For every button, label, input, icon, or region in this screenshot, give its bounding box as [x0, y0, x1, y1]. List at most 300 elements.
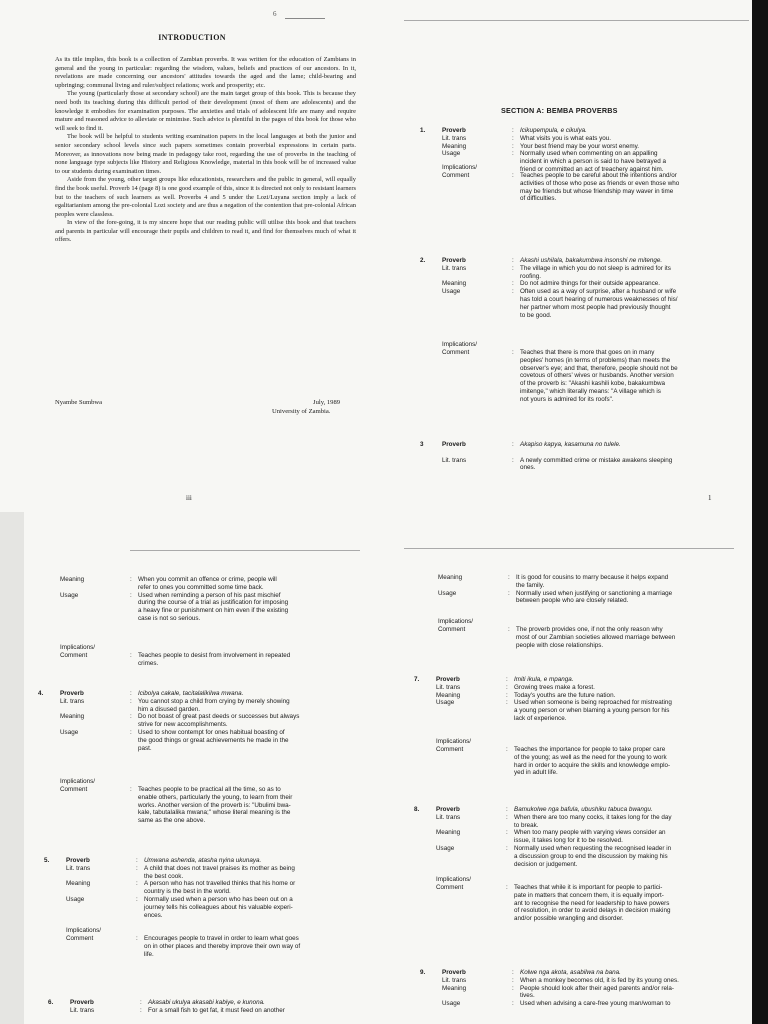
colon: [508, 582, 510, 590]
meaning-text: issue, it takes long for it to be resolved.: [514, 837, 623, 845]
colon: [130, 778, 132, 786]
usage-line: has told a court hearing of numerous weaknesses of his/: [520, 295, 678, 303]
colon: :: [130, 713, 132, 721]
colon: :: [130, 576, 132, 583]
proverb-labels: [442, 969, 510, 1008]
label-lit-trans: Lit. trans: [442, 264, 467, 272]
colon: :: [508, 589, 510, 597]
colon: :: [512, 348, 514, 356]
comment-line: of difficulties.: [520, 195, 557, 203]
label-lit-trans: Lit. trans: [70, 1006, 95, 1014]
colon: :: [130, 651, 132, 659]
bemba-proverbs-page-2: [0, 512, 384, 1024]
colon: :: [512, 150, 514, 158]
proverb-text: [520, 127, 666, 174]
label-meaning: Meaning: [442, 280, 467, 288]
label-lit-trans: Lit. trans: [442, 456, 467, 464]
comment-line: peoples' homes (in terms of problems) than meets the: [520, 356, 671, 364]
colon: :: [506, 844, 508, 852]
colon-column: [136, 857, 138, 904]
colon: :: [506, 745, 508, 753]
label-meaning: Meaning: [60, 576, 85, 583]
comment-line: same as the one above.: [138, 817, 206, 825]
meaning-text: Your best friend may be your worst enemy.: [520, 142, 639, 150]
colon-column: [506, 738, 508, 754]
colon: :: [140, 1006, 142, 1014]
comment-line: Teaches people to desist from involvement in repeated: [138, 652, 291, 659]
proverb-text: [520, 441, 672, 472]
colon-column: [506, 876, 508, 892]
comment-line: of the young; as well as the need for the young to work: [514, 753, 667, 761]
colon-column: [512, 969, 514, 1008]
comment-line: not yours is admired for its roofs".: [520, 395, 614, 403]
usage-line: between people who are closely related.: [516, 597, 629, 605]
proverb-text: [148, 999, 285, 1015]
colon: :: [512, 264, 514, 272]
intro-paragraph-5: In view of the fore-going, it is my sincere hope that our reading public will utilise this book and that teachers and parents in particular will encourage their pupils and children to read it, and find for themselves much of what it offers.: [55, 219, 356, 244]
comment-line: imitenge," which literally means: "A village which is: [520, 387, 661, 395]
colon: :: [506, 813, 508, 821]
label-implications: Implications/: [66, 927, 101, 934]
comment-line: Teaches people to be careful about the intentions and/or: [520, 172, 677, 179]
colon: :: [136, 864, 138, 872]
proverb-number: 8.: [414, 806, 420, 813]
proverb-7: [414, 676, 734, 806]
label-comment: Comment: [60, 785, 88, 793]
author-institution: University of Zambia.: [272, 408, 331, 415]
colon: [512, 992, 514, 1000]
page-number: iii: [186, 494, 192, 502]
colon: :: [512, 280, 514, 288]
intro-title: INTRODUCTION: [158, 33, 226, 42]
comment-text: [144, 935, 300, 958]
usage-line: past.: [138, 744, 152, 752]
label-usage: Usage: [436, 844, 455, 852]
comment-line: observer's eye; and that, therefore, people should not be: [520, 364, 678, 372]
label-comment: Comment: [442, 171, 470, 179]
proverb-number: 9.: [420, 969, 426, 976]
meaning-text: Do not admire things for their outside appearance.: [520, 280, 661, 288]
proverb-labels: [442, 441, 510, 464]
proverb-text: [144, 857, 295, 919]
literal-translation: roofing.: [520, 272, 542, 280]
colon-column: [140, 999, 142, 1015]
comment-line: may be friends but whose friendship may waver in time: [520, 187, 674, 195]
literal-translation: When there are too many cocks, it takes long for the day: [514, 813, 672, 821]
label-implications: Implications/: [60, 644, 95, 651]
label-comment: Comment: [438, 625, 466, 633]
section-title: SECTION A: BEMBA PROVERBS: [501, 106, 618, 115]
proverb-text: [138, 576, 288, 623]
literal-translation: For a small fish to get fat, it must feed on another: [148, 1006, 285, 1014]
colon: [130, 584, 132, 592]
literal-translation: The village in which you do not sleep is admired for its: [520, 264, 671, 272]
label-comment: Comment: [436, 745, 464, 753]
colon: :: [130, 785, 132, 793]
literal-translation: A child that does not travel praises its mother as being: [144, 864, 295, 872]
label-comment: Comment: [436, 883, 464, 891]
meaning-text: A person who has not travelled thinks that his home or: [144, 880, 296, 888]
proverb-2: [420, 257, 740, 437]
label-usage: Usage: [60, 728, 79, 736]
usage-line: Used when someone is being reproached for mistreating: [514, 699, 672, 707]
proverb-text: [520, 969, 679, 1008]
comment-labels: [66, 927, 134, 943]
colon: :: [130, 591, 132, 599]
meaning-text: Do not boast of great past deeds or successes but always: [138, 713, 300, 721]
usage-line: Normally used when requesting the recognised leader in: [514, 844, 672, 852]
intro-body: [55, 56, 356, 245]
top-rule: [130, 550, 360, 551]
usage-line: her partner whom most people had previously thought: [520, 303, 671, 311]
comment-text: [520, 172, 679, 203]
top-rule: [404, 548, 734, 549]
colon: [130, 706, 132, 714]
comment-line: and/or possible wrangling and disorder.: [514, 915, 624, 923]
comment-line: Encourages people to travel in order to learn what goes: [144, 935, 299, 942]
scan-edge: [752, 512, 768, 1024]
comment-line: Teaches that while it is important for people to partici-: [514, 884, 663, 891]
comment-labels: [438, 618, 506, 634]
usage-line: Normally used when a person who has been out on a: [144, 895, 293, 903]
label-implications: Implications/: [442, 164, 477, 171]
label-comment: Comment: [442, 348, 470, 356]
literal-translation: When a monkey becomes old, it is fed by its young ones.: [520, 976, 679, 984]
proverb-number: 5.: [44, 857, 50, 864]
colon-column: [130, 778, 132, 794]
colon: :: [506, 806, 508, 813]
top-rule: [285, 18, 325, 19]
proverb-number: 1.: [420, 127, 426, 134]
label-proverb: Proverb: [436, 806, 460, 813]
label-implications: Implications/: [438, 618, 473, 625]
usage-line: Used when advising a care-free young man/woman to: [520, 1000, 671, 1008]
proverb-labels: [70, 999, 138, 1015]
proverb-3-continued: [38, 576, 358, 676]
literal-translation: him a disused garden.: [138, 705, 200, 713]
colon: :: [130, 690, 132, 697]
colon: [136, 927, 138, 935]
usage-line: a discussion group to end the discussion by making his: [514, 852, 668, 860]
colon: :: [512, 288, 514, 296]
colon: :: [512, 127, 514, 134]
comment-text: [138, 652, 290, 668]
comment-line: covetous of others' wives or husbands. Another version: [520, 372, 674, 380]
page-marker: 6: [273, 10, 277, 18]
meaning-text: People should look after their aged parents and/or rela-: [520, 984, 675, 992]
comment-labels: [442, 164, 510, 180]
intro-date: July, 1989: [313, 399, 341, 406]
colon-column: [130, 644, 132, 660]
usage-line: Normally used when commenting on an appalling: [520, 150, 658, 158]
usage-line: Normally used when justifying or sanctioning a marriage: [516, 589, 673, 597]
proverb-labels: [442, 127, 510, 158]
comment-line: on in other places and thereby improve their own way of: [144, 942, 301, 950]
colon: :: [130, 728, 132, 736]
usage-line: ences.: [144, 911, 163, 919]
colon: :: [512, 969, 514, 976]
meaning-text: country is the best in the world.: [144, 888, 231, 896]
colon-column: [512, 257, 514, 296]
gutter-shadow: [0, 512, 24, 1024]
colon-column: [512, 164, 514, 180]
comment-labels: [442, 341, 510, 357]
usage-line: to be good.: [520, 311, 552, 319]
colon: :: [136, 934, 138, 942]
proverb-text: [138, 690, 299, 752]
intro-paragraph-3: The book will be helpful to students writing examination papers in the local languages at both the junior and senior secondary school levels since such papers sometimes contain proverbial expressions in certain parts. Moreover, as innovations now being made in pedagogy take root, regarding the use of proverbs in the teaching of none language type subjects like History and Religious Knowledge, material in this book will be of increased value to our students during examination times.: [55, 133, 356, 175]
meaning-text: the family.: [516, 581, 545, 589]
comment-line: of the proverb is: "Akashi kashili kobe, bakakumbwa: [520, 380, 666, 388]
usage-line: case is not so serious.: [138, 614, 201, 622]
comment-text: [520, 349, 678, 404]
proverb-number: 7.: [414, 676, 420, 683]
comment-line: people with close relationships.: [516, 641, 604, 649]
colon: :: [136, 880, 138, 888]
comment-labels: [436, 876, 504, 892]
label-comment: Comment: [60, 651, 88, 659]
bemba-proverbs-page-1: [384, 0, 768, 512]
colon: :: [512, 984, 514, 992]
label-lit-trans: Lit. trans: [60, 697, 85, 705]
label-meaning: Meaning: [436, 691, 461, 699]
usage-line: friend or committed an act of treachery against him.: [520, 165, 664, 173]
comment-labels: [60, 644, 128, 660]
usage-line: decision or judgement.: [514, 860, 578, 868]
label-usage: Usage: [442, 150, 461, 158]
comment-line: enable others, particularly the young, to learn from their: [138, 793, 293, 801]
label-meaning: Meaning: [66, 880, 91, 888]
comment-text: [514, 746, 670, 777]
literal-translation: What visits you is what eats you.: [520, 134, 611, 142]
comment-text: [514, 884, 670, 923]
comment-line: hard in order to acquire the skills and knowledge emplo-: [514, 761, 671, 769]
colon: [512, 341, 514, 349]
comment-line: crimes.: [138, 659, 159, 667]
proverb-9: [420, 969, 736, 1021]
label-meaning: Meaning: [60, 713, 85, 721]
label-usage: Usage: [436, 699, 455, 707]
label-meaning: Meaning: [436, 829, 461, 837]
comment-line: of resolution, in order to avoid delays in decision making: [514, 907, 671, 915]
colon: [506, 738, 508, 746]
literal-translation: the best cook.: [144, 872, 184, 880]
meaning-text: When too many people with varying views consider an: [514, 829, 666, 837]
usage-line: journey tells his colleagues about his valuable experi-: [144, 903, 293, 911]
comment-line: yed in adult life.: [514, 769, 558, 777]
comment-line: Teaches that there is more that goes on in many: [520, 349, 655, 356]
colon: :: [512, 142, 514, 150]
comment-line: ant to recognise the need for leadership to have powers: [514, 899, 670, 907]
colon: [506, 822, 508, 830]
proverb-text: [514, 676, 672, 723]
proverb-labels: [60, 690, 128, 737]
proverb-4: [38, 690, 358, 850]
literal-translation: Growing trees make a forest.: [514, 683, 595, 691]
label-lit-trans: Lit. trans: [436, 683, 461, 691]
label-proverb: Proverb: [66, 857, 90, 864]
proverb-original: Akasabi ukulya akasabi kabiye, e kunona.: [148, 999, 265, 1006]
colon: :: [136, 895, 138, 903]
label-meaning: Meaning: [438, 574, 463, 581]
intro-paragraph-2: The young (particularly those at secondary school) are the main target group of this book. This is because they need both its teaching during this difficult period of their development (most of them are adolescents) and the knowledge it embodies for examination purposes. The anxieties and trials of adolescent life are many and require mature and reasoned advice to alleviate or minimise. Such advice is plentiful in the pages of this book for those who will seek to find it.: [55, 90, 356, 132]
label-lit-trans: Lit. trans: [66, 864, 91, 872]
usage-line: a heavy fine or punishment on him even if the existing: [138, 607, 289, 615]
proverb-text: [514, 806, 672, 868]
proverb-labels: [436, 676, 504, 707]
colon: :: [506, 691, 508, 699]
colon-column: [506, 806, 508, 853]
label-implications: Implications/: [436, 876, 471, 883]
meaning-text: Today's youths are the future nation.: [514, 691, 616, 699]
colon: :: [136, 857, 138, 864]
colon: [506, 876, 508, 884]
proverb-6-continued: [416, 574, 736, 664]
colon: :: [512, 134, 514, 142]
proverb-original: Icibolya cakale, tacitalalikilwa mwana.: [138, 690, 244, 697]
label-proverb: Proverb: [70, 999, 94, 1006]
label-usage: Usage: [66, 895, 85, 903]
literal-translation: You cannot stop a child from crying by merely showing: [138, 697, 290, 705]
comment-text: [138, 786, 292, 825]
comment-line: most of our Zambian societies allowed marriage between: [516, 633, 676, 641]
label-lit-trans: Lit. trans: [442, 134, 467, 142]
colon: [512, 449, 514, 457]
proverb-original: Kolwe nga akota, asabilwa na bana.: [520, 969, 621, 976]
colon: :: [512, 441, 514, 448]
colon-column: [512, 341, 514, 357]
proverb-text: [520, 257, 678, 319]
colon: :: [506, 699, 508, 707]
usage-line: Used when reminding a person of his past mischief: [138, 591, 281, 599]
introduction-page: [0, 0, 384, 512]
usage-line: incident in which a person is said to have betrayed a: [520, 158, 666, 166]
colon: :: [140, 999, 142, 1006]
proverb-labels: [60, 576, 128, 599]
colon: [136, 873, 138, 881]
label-usage: Usage: [438, 589, 457, 597]
proverb-number: 6.: [48, 999, 54, 1006]
label-implications: Implications/: [60, 778, 95, 785]
usage-line: Used to show contempt for ones habitual boasting of: [138, 728, 285, 736]
colon: :: [512, 171, 514, 179]
usage-line: the good things or great achievements he made in the: [138, 736, 289, 744]
usage-line: during the course of a trial as justification for imposing: [138, 599, 289, 607]
colon: [130, 721, 132, 729]
label-implications: Implications/: [436, 738, 471, 745]
author-name: Nyambe Sumbwa: [55, 399, 103, 406]
literal-translation: A newly committed crime or mistake awakens sleeping: [520, 456, 673, 464]
colon-column: [136, 927, 138, 943]
proverb-number: 4.: [38, 690, 44, 697]
meaning-text: It is good for cousins to marry because it helps expand: [516, 574, 669, 581]
comment-labels: [436, 738, 504, 754]
comment-labels: [60, 778, 128, 794]
proverb-3: [420, 441, 740, 481]
literal-translation: to break.: [514, 821, 539, 829]
colon-column: [506, 676, 508, 707]
colon: :: [130, 697, 132, 705]
colon-column: [512, 441, 514, 464]
colon: [512, 273, 514, 281]
top-rule: [404, 20, 749, 21]
proverb-number: 2.: [420, 257, 426, 264]
colon: :: [512, 976, 514, 984]
comment-line: life.: [144, 950, 154, 958]
label-proverb: Proverb: [442, 441, 466, 448]
usage-line: lack of experience.: [514, 714, 567, 722]
colon: :: [512, 1000, 514, 1008]
proverb-labels: [436, 806, 504, 853]
proverb-original: Bamukolwe nga bafula, ubushiku tabuca bwangu.: [514, 806, 653, 813]
label-proverb: Proverb: [442, 257, 466, 264]
colon: [506, 837, 508, 845]
proverb-number: 3: [420, 441, 424, 448]
colon-column: [512, 127, 514, 158]
comment-line: The proverb provides one, if not the only reason why: [516, 626, 663, 633]
comment-line: Teaches the importance for people to take proper care: [514, 746, 666, 753]
comment-line: works. Another version of the proverb is: "Ubulimi bwa-: [138, 801, 291, 809]
proverb-labels: [442, 257, 510, 296]
scan-edge: [752, 0, 768, 512]
label-proverb: Proverb: [442, 969, 466, 976]
colon: :: [508, 574, 510, 581]
label-meaning: Meaning: [442, 142, 467, 150]
proverb-8: [414, 806, 734, 956]
bemba-proverbs-page-3: [384, 512, 768, 1024]
label-lit-trans: Lit. trans: [436, 813, 461, 821]
meaning-text: refer to ones you committed some time back.: [138, 583, 264, 591]
intro-paragraph-4: Aside from the young, other target groups like educationists, researchers and the public in general, will equally find the book useful. Proverb 14 (page 8) is one good example of this, since it is directed not only to resistant learners but to the teachers of such learners as well. Proverbs 4 and 5 under the Lozi/Luyana section imply a lack of egalitarianism among the pre-colonial Lozi society and are thus a negation of the contention that pre-colonial African peoples were classless.: [55, 176, 356, 218]
intro-paragraph-1: As its title implies, this book is a collection of Zambian proverbs. It was written for the education of Zambians in general and the young in particular: regarding the wisdom, values, beliefs and practices of our ancestors. In it, revelations are made concerning our ancestors' attitudes towards the aged and the lame; child-bearing and upbringing; communal living and ruler/subject relations; work and prosperity; etc.: [55, 56, 356, 89]
colon: :: [506, 676, 508, 683]
label-comment: Comment: [66, 934, 94, 942]
colon: :: [506, 883, 508, 891]
page-number: 1: [708, 494, 712, 502]
colon: :: [512, 257, 514, 264]
proverb-original: Icikupempula, e cikulya.: [520, 127, 587, 134]
meaning-text: strive for new accomplishments.: [138, 721, 228, 729]
colon: :: [506, 683, 508, 691]
comment-line: activities of those who pose as friends or even those who: [520, 179, 680, 187]
colon-column: [508, 618, 510, 634]
colon: [130, 644, 132, 652]
label-usage: Usage: [442, 288, 461, 296]
proverb-original: Akashi ushilala, bakakumbwa insonshi ne mitenge.: [520, 257, 663, 264]
label-proverb: Proverb: [442, 127, 466, 134]
colon: :: [508, 625, 510, 633]
proverb-6: [48, 999, 364, 1021]
proverb-original: Umwana ashenda, atasha nyina ukunaya.: [144, 857, 262, 864]
meaning-text: tives.: [520, 992, 535, 1000]
label-proverb: Proverb: [60, 690, 84, 697]
colon-column: [508, 574, 510, 597]
proverb-1: [420, 127, 740, 247]
comment-line: pate in matters that concern them, it is equally import-: [514, 891, 664, 899]
proverb-labels: [66, 857, 134, 904]
label-meaning: Meaning: [442, 984, 467, 992]
label-proverb: Proverb: [436, 676, 460, 683]
colon-column: [130, 576, 132, 599]
comment-text: [516, 626, 675, 649]
colon: [508, 618, 510, 626]
meaning-text: When you commit an offence or crime, people will: [138, 576, 277, 583]
label-usage: Usage: [442, 1000, 461, 1008]
colon: :: [512, 456, 514, 464]
proverb-5: [44, 857, 362, 997]
proverb-original: Imiti ikula, e mpanga.: [514, 676, 574, 683]
proverb-labels: [438, 574, 506, 597]
